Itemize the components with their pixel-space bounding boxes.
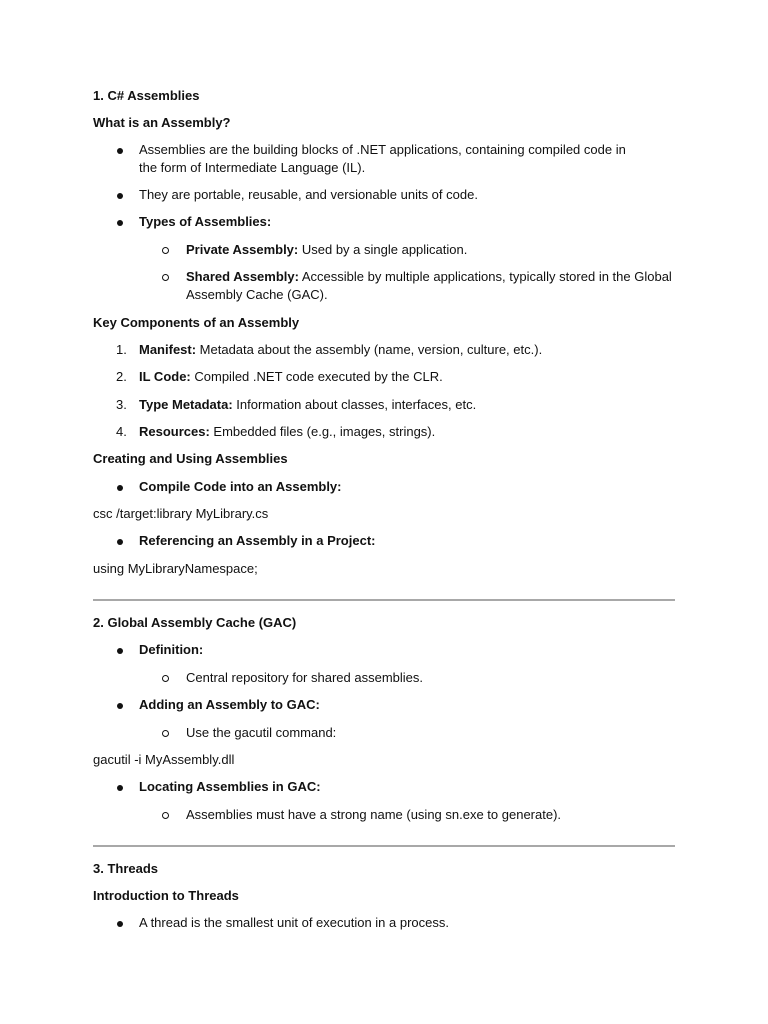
horizontal-divider (93, 845, 675, 847)
sub-bullet-text: Use the gacutil command: (186, 725, 337, 740)
list-item: Type Metadata: Information about classes, interfaces, etc. (139, 397, 477, 412)
sub-bullet-text: Shared Assembly: Accessible by multiple applications, typically stored in the Global Assembly Cache (GAC). (186, 269, 672, 302)
bullet-text: Adding an Assembly to GAC: (139, 697, 320, 712)
list-item: Manifest: Metadata about the assembly (name, version, culture, etc.). (139, 342, 543, 357)
bullet-text: A thread is the smallest unit of execution in a process. (139, 915, 450, 930)
code-line: gacutil -i MyAssembly.dll (93, 752, 235, 767)
list-number: 2. (116, 369, 127, 384)
bullet-icon (117, 539, 123, 545)
bullet-text: Compile Code into an Assembly: (139, 479, 342, 494)
creating-assemblies-heading: Creating and Using Assemblies (93, 451, 288, 466)
what-is-assembly-heading: What is an Assembly? (93, 115, 231, 130)
bullet-text: Types of Assemblies: (139, 214, 272, 229)
bullet-text: Referencing an Assembly in a Project: (139, 533, 376, 548)
sub-bullet-text: Private Assembly: Used by a single application. (186, 242, 468, 257)
circle-bullet-icon (162, 675, 169, 682)
section-2-title: 2. Global Assembly Cache (GAC) (93, 615, 297, 630)
circle-bullet-icon (162, 730, 169, 737)
bullet-text: They are portable, reusable, and versionable units of code. (139, 187, 478, 202)
bullet-icon (117, 648, 123, 654)
intro-threads-heading: Introduction to Threads (93, 888, 239, 903)
section-1-title: 1. C# Assemblies (93, 88, 200, 103)
circle-bullet-icon (162, 812, 169, 819)
list-number: 1. (116, 342, 127, 357)
list-number: 3. (116, 397, 127, 412)
bullet-text: Definition: (139, 642, 204, 657)
circle-bullet-icon (162, 274, 169, 281)
circle-bullet-icon (162, 247, 169, 254)
sub-bullet-text: Assemblies must have a strong name (using sn.exe to generate). (186, 807, 562, 822)
code-line: using MyLibraryNamespace; (93, 561, 258, 576)
bullet-text: Assemblies are the building blocks of .NET applications, containing compiled code in the form of Intermediate Language (IL). (139, 142, 626, 175)
code-line: csc /target:library MyLibrary.cs (93, 506, 269, 521)
list-item: IL Code: Compiled .NET code executed by the CLR. (139, 369, 443, 384)
bullet-icon (117, 193, 123, 199)
bullet-icon (117, 485, 123, 491)
sub-bullet-text: Central repository for shared assemblies. (186, 670, 423, 685)
bullet-icon (117, 785, 123, 791)
bullet-text: Locating Assemblies in GAC: (139, 779, 321, 794)
bullet-icon (117, 220, 123, 226)
section-3-title: 3. Threads (93, 861, 159, 876)
list-item: Resources: Embedded files (e.g., images, strings). (139, 424, 436, 439)
bullet-icon (117, 921, 123, 927)
key-components-heading: Key Components of an Assembly (93, 315, 300, 330)
bullet-icon (117, 148, 123, 154)
list-number: 4. (116, 424, 127, 439)
bullet-icon (117, 703, 123, 709)
horizontal-divider (93, 599, 675, 601)
